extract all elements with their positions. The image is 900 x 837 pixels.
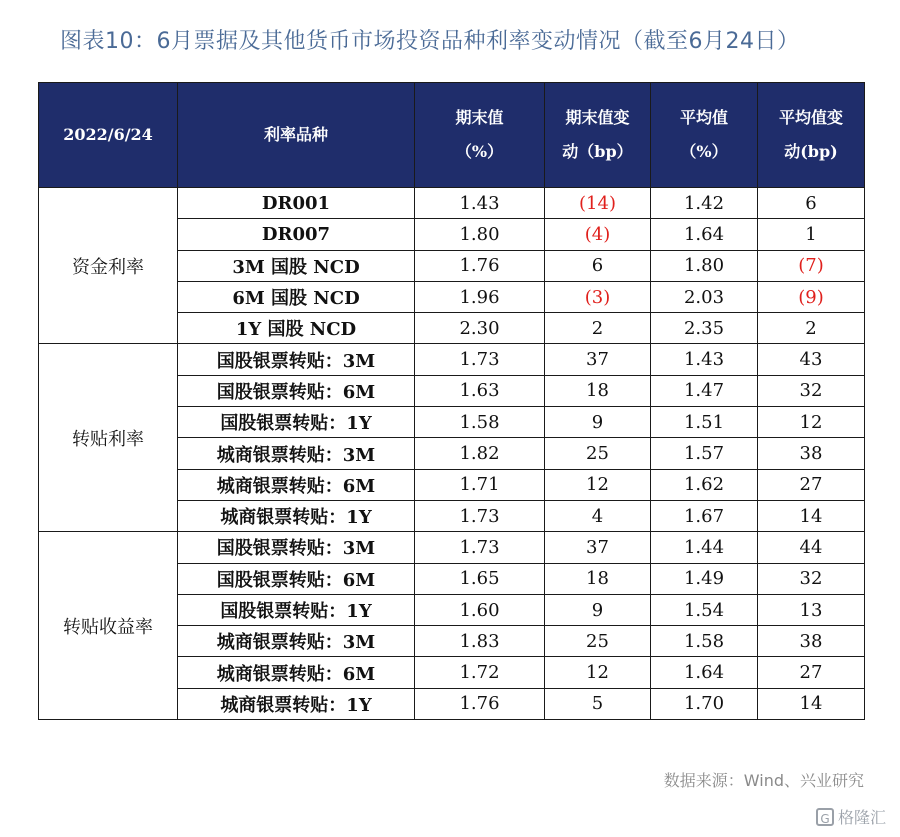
group-label: 资金利率	[39, 188, 178, 344]
cell-end-change: (14)	[545, 188, 651, 219]
header-avg-change-line2: 动(bp)	[784, 142, 838, 161]
source-note: 数据来源：Wind、兴业研究	[663, 771, 864, 790]
table-row	[39, 532, 865, 563]
cell-end-change: 25	[545, 438, 651, 469]
cell-avg-value: 1.57	[651, 438, 758, 469]
cell-avg-change: 12	[758, 407, 865, 438]
figure-title: 图表10：6月票据及其他货币市场投资品种利率变动情况（截至6月24日）	[60, 29, 800, 54]
cell-avg-value: 1.54	[651, 594, 758, 625]
group-label: 转贴收益率	[39, 532, 178, 720]
cell-item: 国股银票转贴：6M	[178, 563, 415, 594]
header-end-change	[545, 83, 651, 188]
cell-item: 城商银票转贴：1Y	[178, 688, 415, 719]
rate-table	[38, 82, 865, 720]
header-avg-change	[758, 83, 865, 188]
watermark-text: 格隆汇	[837, 808, 886, 827]
cell-end-value: 1.83	[415, 626, 545, 657]
cell-end-change: 2	[545, 313, 651, 344]
header-end-value-line1: 期末值	[455, 108, 504, 127]
cell-item: 国股银票转贴：1Y	[178, 407, 415, 438]
cell-avg-change: 1	[758, 219, 865, 250]
cell-avg-change: 44	[758, 532, 865, 563]
cell-item: 国股银票转贴：3M	[178, 344, 415, 375]
cell-end-value: 1.96	[415, 281, 545, 312]
cell-end-value: 1.65	[415, 563, 545, 594]
cell-item: 城商银票转贴：3M	[178, 626, 415, 657]
cell-end-value: 1.73	[415, 500, 545, 531]
cell-end-change: 5	[545, 688, 651, 719]
cell-avg-change: (9)	[758, 281, 865, 312]
cell-avg-value: 1.64	[651, 657, 758, 688]
cell-end-change: 9	[545, 594, 651, 625]
cell-avg-change: 6	[758, 188, 865, 219]
table-row	[39, 344, 865, 375]
cell-avg-value: 2.03	[651, 281, 758, 312]
cell-item: 3M 国股 NCD	[178, 250, 415, 281]
cell-item: 城商银票转贴：1Y	[178, 500, 415, 531]
cell-end-value: 1.80	[415, 219, 545, 250]
cell-avg-change: (7)	[758, 250, 865, 281]
cell-avg-value: 1.64	[651, 219, 758, 250]
cell-end-change: 37	[545, 344, 651, 375]
header-end-value	[415, 83, 545, 188]
cell-avg-value: 1.80	[651, 250, 758, 281]
cell-end-value: 1.71	[415, 469, 545, 500]
header-avg-change-line1: 平均值变	[778, 108, 843, 127]
cell-avg-change: 43	[758, 344, 865, 375]
header-end-value-line2: （%）	[455, 142, 504, 161]
cell-item: 国股银票转贴：6M	[178, 375, 415, 406]
cell-end-value: 1.76	[415, 688, 545, 719]
header-date: 2022/6/24	[39, 83, 178, 188]
cell-avg-change: 27	[758, 657, 865, 688]
cell-end-change: 18	[545, 563, 651, 594]
cell-end-value: 1.58	[415, 407, 545, 438]
cell-avg-value: 1.58	[651, 626, 758, 657]
cell-end-value: 1.43	[415, 188, 545, 219]
cell-avg-value: 1.67	[651, 500, 758, 531]
cell-avg-value: 1.47	[651, 375, 758, 406]
cell-end-change: 6	[545, 250, 651, 281]
cell-end-change: 25	[545, 626, 651, 657]
cell-item: DR007	[178, 219, 415, 250]
cell-end-change: (3)	[545, 281, 651, 312]
cell-item: 1Y 国股 NCD	[178, 313, 415, 344]
cell-end-change: 12	[545, 469, 651, 500]
cell-avg-change: 2	[758, 313, 865, 344]
cell-avg-value: 1.44	[651, 532, 758, 563]
cell-avg-change: 38	[758, 626, 865, 657]
header-avg-value	[651, 83, 758, 188]
cell-avg-value: 1.51	[651, 407, 758, 438]
cell-end-value: 1.72	[415, 657, 545, 688]
cell-avg-value: 1.70	[651, 688, 758, 719]
cell-item: 城商银票转贴：6M	[178, 469, 415, 500]
cell-end-value: 1.76	[415, 250, 545, 281]
cell-avg-value: 1.42	[651, 188, 758, 219]
cell-avg-change: 38	[758, 438, 865, 469]
table-row	[39, 188, 865, 219]
cell-end-value: 1.73	[415, 532, 545, 563]
header-avg-value-line2: （%）	[680, 142, 728, 161]
cell-end-change: 9	[545, 407, 651, 438]
cell-avg-value: 1.43	[651, 344, 758, 375]
cell-avg-change: 14	[758, 500, 865, 531]
cell-avg-value: 1.62	[651, 469, 758, 500]
cell-end-change: 18	[545, 375, 651, 406]
cell-end-value: 1.63	[415, 375, 545, 406]
header-end-change-line1: 期末值变	[565, 108, 630, 127]
cell-end-value: 1.60	[415, 594, 545, 625]
cell-item: 国股银票转贴：3M	[178, 532, 415, 563]
table-header-row	[39, 83, 865, 188]
cell-item: 城商银票转贴：6M	[178, 657, 415, 688]
watermark-logo-icon: G	[816, 808, 834, 826]
cell-avg-change: 14	[758, 688, 865, 719]
watermark	[816, 805, 886, 828]
cell-avg-value: 2.35	[651, 313, 758, 344]
cell-item: 6M 国股 NCD	[178, 281, 415, 312]
header-avg-value-line1: 平均值	[679, 108, 728, 127]
cell-avg-change: 32	[758, 563, 865, 594]
cell-end-change: (4)	[545, 219, 651, 250]
cell-item: DR001	[178, 188, 415, 219]
header-end-change-line2: 动（bp）	[562, 142, 633, 161]
group-label: 转贴利率	[39, 344, 178, 532]
cell-end-value: 1.82	[415, 438, 545, 469]
cell-end-value: 1.73	[415, 344, 545, 375]
cell-avg-change: 13	[758, 594, 865, 625]
cell-avg-change: 27	[758, 469, 865, 500]
cell-item: 城商银票转贴：3M	[178, 438, 415, 469]
cell-end-value: 2.30	[415, 313, 545, 344]
cell-avg-value: 1.49	[651, 563, 758, 594]
cell-avg-change: 32	[758, 375, 865, 406]
cell-end-change: 12	[545, 657, 651, 688]
cell-end-change: 4	[545, 500, 651, 531]
table-body	[39, 188, 865, 720]
cell-item: 国股银票转贴：1Y	[178, 594, 415, 625]
header-item: 利率品种	[178, 83, 415, 188]
cell-end-change: 37	[545, 532, 651, 563]
